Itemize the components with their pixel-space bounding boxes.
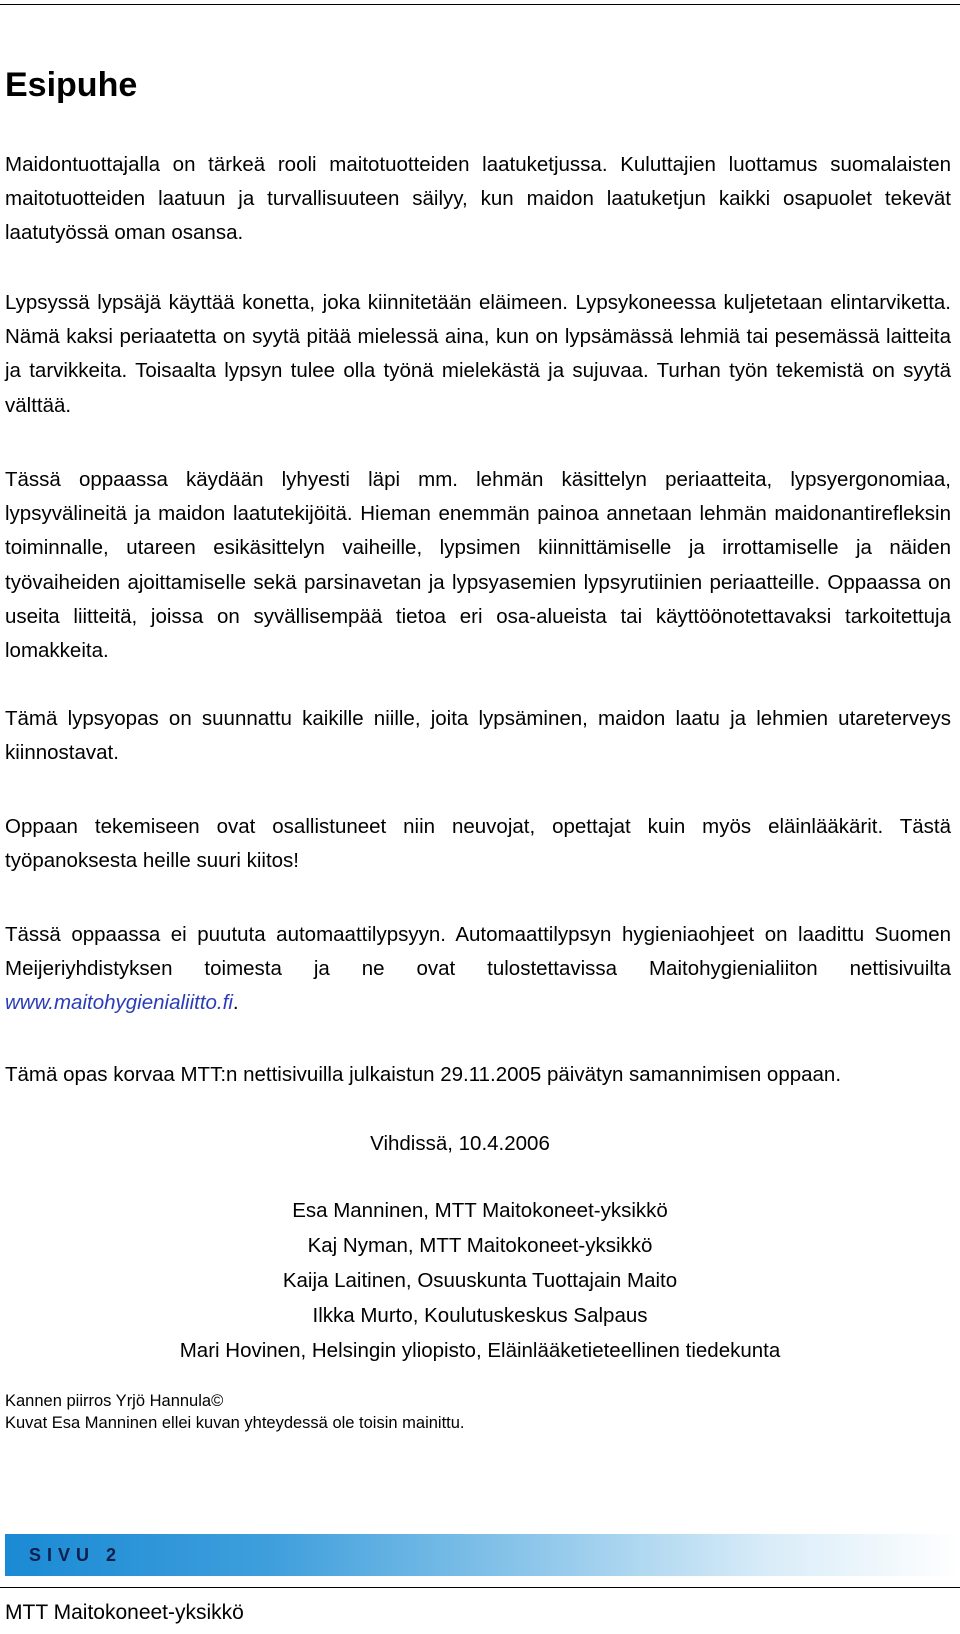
- author-line: Esa Manninen, MTT Maitokoneet-yksikkö: [292, 1199, 668, 1222]
- paragraph-audience: Tämä lypsyopas on suunnattu kaikille niille, joita lypsäminen, maidon laatu ja lehmien utareterveys kiinnostavat.: [5, 707, 951, 765]
- paragraph-milking-principles: Lypsyssä lypsäjä käyttää konetta, joka kiinnitetään eläimeen. Lypsykoneessa kuljetetaan elintarviketta. Nämä kaksi periaatetta on syytä pitää mielessä aina, kun on lypsämässä lehmiä tai pesemässä laitteita ja tarvikkeita. Toisaalta lypsyn tulee olla työnä mielekästä ja sujuvaa. Turhan työn tekemistä on syytä välttää.: [5, 291, 951, 417]
- author-line: Ilkka Murto, Koulutuskeskus Salpaus: [312, 1304, 648, 1327]
- author-line: Kaj Nyman, MTT Maitokoneet-yksikkö: [307, 1234, 653, 1257]
- page-number: SIVU 2: [29, 1545, 123, 1565]
- author-line: Mari Hovinen, Helsingin yliopisto, Eläinlääketieteellinen tiedekunta: [179, 1339, 781, 1362]
- page-number-band: [5, 1534, 960, 1576]
- paragraph-contents: Tässä oppaassa käydään lyhyesti läpi mm. lehmän käsittelyn periaatteita, lypsyergonomiaa, lypsyvälineitä ja maidon laatutekijöitä. Hieman enemmän painoa annetaan lehmän maidonantirefleksin toiminnalle, utareen esikäsittelyn vaiheille, lypsimen kiinnittämiselle ja irrottamiselle ja näiden työvaiheiden ajoittamiselle sekä parsinavetan ja lypsyasemien lypsyrutiinien periaatteille. Oppaassa on useita liitteitä, joissa on syvällisempää tietoa eri osa-alueista tai käyttöönotettavaksi tarkoitettuja lomakkeita.: [5, 468, 951, 663]
- bottom-rule: [0, 1587, 960, 1588]
- cover-credit: Kannen piirros Yrjö Hannula©: [5, 1392, 224, 1410]
- paragraph-automatic-milking-text: Tässä oppaassa ei puututa automaattilypsyyn. Automaattilypsyn hygieniaohjeet on laadittu Suomen Meijeriyhdistyksen toimesta ja ne ovat tulostettavissa Maitohygienialiiton nettisivuilta: [5, 923, 951, 981]
- paragraph-replaces-note: Tämä opas korvaa MTT:n nettisivuilla julkaistun 29.11.2005 päivätyn samannimisen oppaan.: [5, 1063, 842, 1086]
- photo-credit: Kuvat Esa Manninen ellei kuvan yhteydessä ole toisin mainittu.: [5, 1414, 465, 1432]
- top-rule: [0, 4, 960, 5]
- paragraph-intro: Maidontuottajalla on tärkeä rooli maitotuotteiden laatuketjussa. Kuluttajien luottamus suomalaisten maitotuotteiden laatuun ja turvallisuuteen säilyy, kun maidon laatuketjun kaikki osapuolet tekevät laatutyössä oman osansa.: [5, 153, 951, 245]
- paragraph-automatic-milking-end: .: [232, 991, 239, 1015]
- website-link[interactable]: www.maitohygienialiitto.fi: [5, 991, 233, 1015]
- paragraph-automatic-milking: [5, 918, 951, 1021]
- page-title: Esipuhe: [5, 66, 138, 104]
- footer-org: MTT Maitokoneet-yksikkö: [5, 1601, 244, 1624]
- place-date: Vihdissä, 10.4.2006: [370, 1132, 550, 1155]
- paragraph-thanks: Oppaan tekemiseen ovat osallistuneet niin neuvojat, opettajat kuin myös eläinlääkärit. Tästä työpanoksesta heille suuri kiitos!: [5, 815, 951, 873]
- author-line: Kaija Laitinen, Osuuskunta Tuottajain Maito: [282, 1269, 678, 1292]
